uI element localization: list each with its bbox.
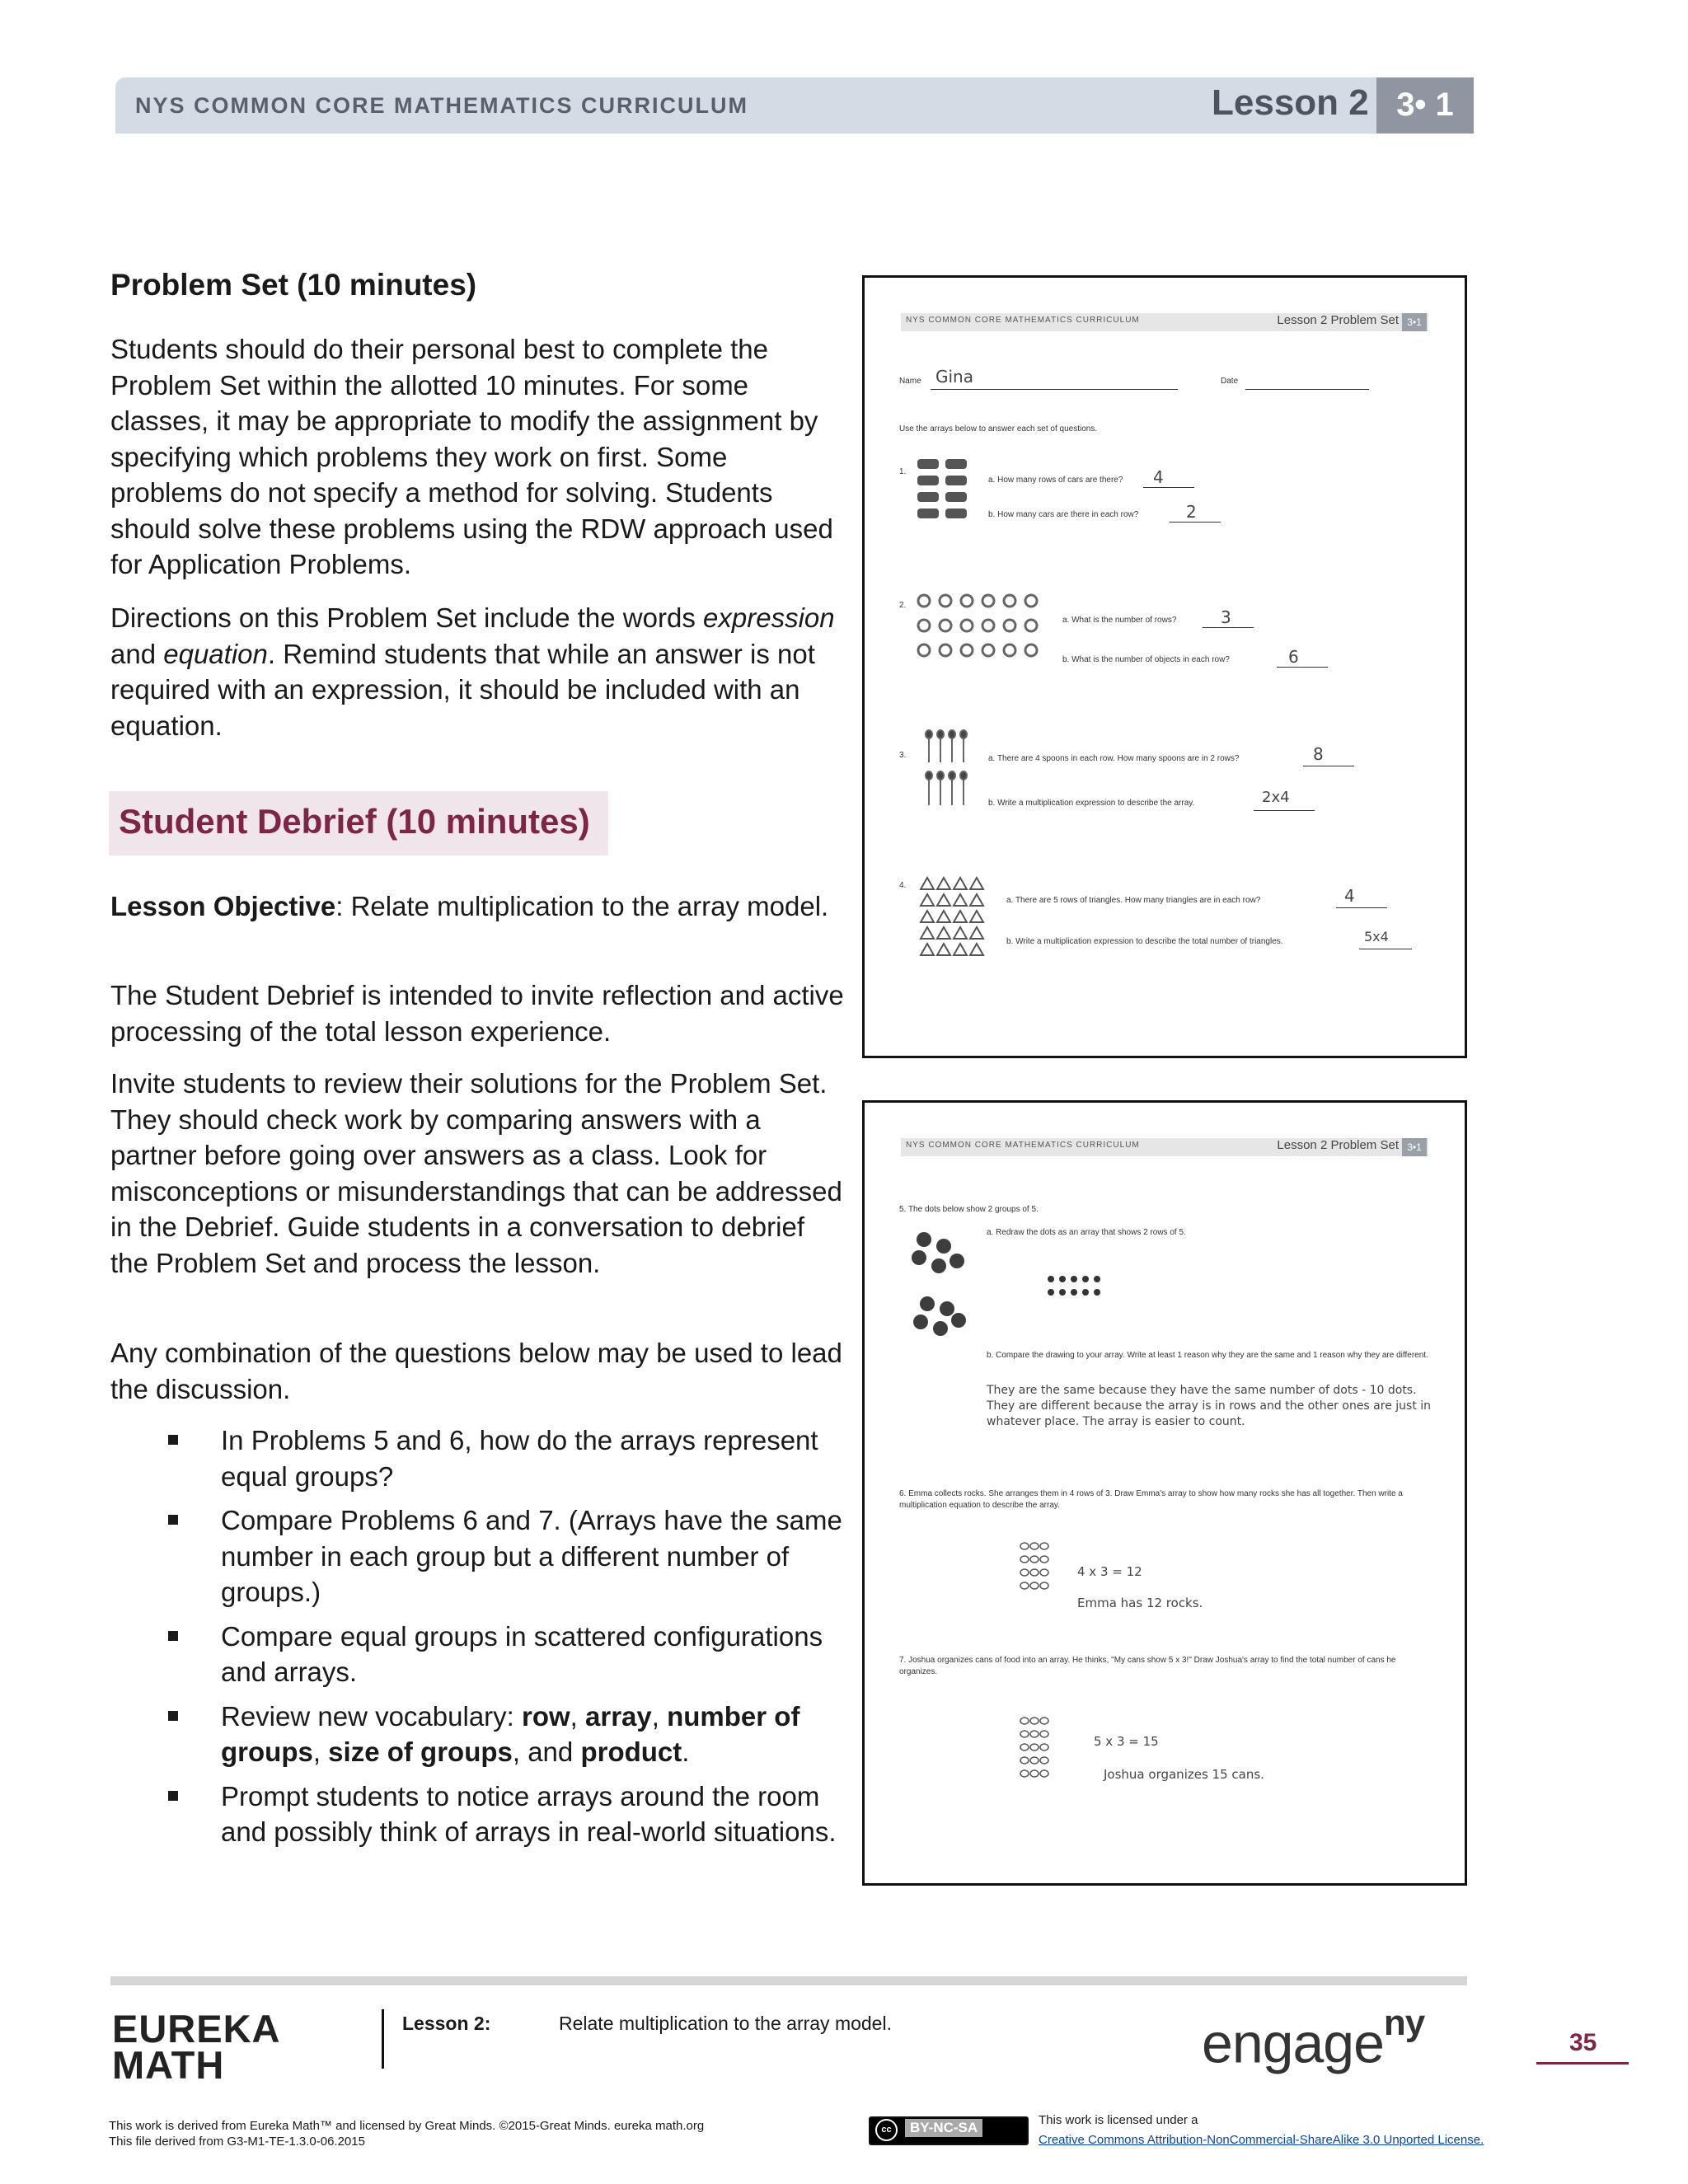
text-run: and bbox=[110, 638, 164, 669]
question-text: b. Write a multiplication expression to describe the array. bbox=[988, 799, 1195, 808]
student-answer: 3 bbox=[1221, 607, 1231, 627]
answer-line bbox=[1254, 810, 1315, 811]
answer-line bbox=[1203, 627, 1254, 628]
debrief-paragraph-1: The Student Debrief is intended to invite reflection and active processing of the total lesson experience. bbox=[110, 980, 844, 1047]
engageny-logo bbox=[1202, 2003, 1425, 2076]
spoons-array bbox=[922, 729, 980, 812]
eureka-math-logo bbox=[112, 2007, 281, 2087]
question-text: a. There are 4 spoons in each row. How many spoons are in 2 rows? bbox=[988, 754, 1240, 763]
worksheet-image-1 bbox=[862, 275, 1467, 1058]
student-answer: 8 bbox=[1313, 744, 1324, 764]
list-item bbox=[165, 1699, 849, 1770]
footer-rule bbox=[110, 1976, 1467, 1985]
student-answer: 2 bbox=[1186, 502, 1197, 522]
question-number: 3. bbox=[899, 751, 907, 760]
student-answer: 6 bbox=[1288, 647, 1299, 667]
directions: Use the arrays below to answer each set of questions. bbox=[899, 424, 1098, 434]
question-number: 2. bbox=[899, 601, 907, 610]
student-answer: 5x4 bbox=[1364, 929, 1389, 944]
list-item bbox=[165, 1502, 849, 1610]
problem-set-heading: Problem Set (10 minutes) bbox=[110, 268, 477, 302]
worksheet-title: Lesson 2 Problem Set bbox=[1277, 1138, 1399, 1152]
problem-set-paragraph: Students should do their personal best to complete the Problem Set within the allotted 10 minutes. For some classes, it may be appropriate to modify the assignment by specifying which problems they work on first. Some problems do not specify a method for solving. Students should solve these problems using the RDW approach used for Application Problems. bbox=[110, 334, 833, 579]
bullet-text: Compare Problems 6 and 7. (Arrays have the same number in each group but a different number of groups.) bbox=[221, 1505, 842, 1607]
term-equation: equation bbox=[163, 638, 268, 669]
text-run: , bbox=[651, 1700, 668, 1732]
student-equation: 4 x 3 = 12 bbox=[1077, 1564, 1142, 1579]
bullet-icon bbox=[168, 1791, 178, 1801]
name-line bbox=[931, 389, 1178, 390]
lesson-label: Lesson 2 bbox=[1212, 82, 1369, 123]
objective-label: Lesson Objective bbox=[110, 891, 336, 921]
rocks-array bbox=[1020, 1541, 1053, 1594]
question-text: 5. The dots below show 2 groups of 5. bbox=[899, 1205, 1039, 1214]
problem-set-directions-paragraph bbox=[110, 600, 844, 743]
student-equation: 5 x 3 = 15 bbox=[1094, 1734, 1159, 1749]
discussion-question-list bbox=[165, 1422, 849, 1858]
text-run: . bbox=[682, 1736, 690, 1767]
vocab-size-of-groups: size of groups bbox=[328, 1736, 513, 1767]
question-number: 1. bbox=[899, 467, 907, 476]
answer-line bbox=[1143, 487, 1194, 488]
vocab-row: row bbox=[522, 1700, 570, 1732]
question-text: a. There are 5 rows of triangles. How many triangles are in each row? bbox=[1006, 896, 1261, 905]
logo-text: engage bbox=[1202, 2012, 1384, 2075]
student-answer: 4 bbox=[1153, 467, 1164, 487]
objects-array bbox=[916, 593, 1048, 662]
text-run: , bbox=[570, 1700, 586, 1732]
student-name: Gina bbox=[935, 367, 973, 387]
question-text: b. How many cars are there in each row? bbox=[988, 510, 1139, 519]
answer-line bbox=[1336, 907, 1387, 908]
text-run: Review new vocabulary: bbox=[221, 1700, 522, 1732]
answer-line bbox=[1277, 667, 1328, 668]
worksheet-header: NYS COMMON CORE MATHEMATICS CURRICULUM bbox=[906, 1141, 1140, 1150]
objective-text: : Relate multiplication to the array model. bbox=[335, 891, 829, 921]
lesson-objective bbox=[110, 888, 844, 925]
text-run: , and bbox=[512, 1736, 581, 1767]
scattered-dot-groups bbox=[906, 1226, 972, 1350]
footer-divider bbox=[382, 2009, 384, 2069]
worksheet-header: NYS COMMON CORE MATHEMATICS CURRICULUM bbox=[906, 316, 1140, 325]
worksheet-badge: 3•1 bbox=[1402, 313, 1427, 331]
attribution-line: This work is derived from Eureka Math™ and licensed by Great Minds. ©2015-Great Minds. eureka math.org bbox=[109, 2119, 705, 2133]
debrief-paragraph-2: Invite students to review their solutions for the Problem Set. They should check work by comparing answers with a partner before going over answers as a class. Look for misconceptions or misunderstandings that can be addressed in the Debrief. Guide students in a conversation to debrief the Problem Set and process the lesson. bbox=[110, 1068, 842, 1278]
student-answer: 4 bbox=[1344, 886, 1355, 906]
bullet-text: In Problems 5 and 6, how do the arrays represent equal groups? bbox=[221, 1425, 818, 1492]
vocab-product: product bbox=[580, 1736, 682, 1767]
question-number: 4. bbox=[899, 881, 907, 890]
triangles-array bbox=[919, 876, 993, 958]
worksheet-badge: 3•1 bbox=[1402, 1138, 1427, 1156]
logo-superscript: ny bbox=[1383, 2003, 1425, 2043]
student-answer: Joshua organizes 15 cans. bbox=[1104, 1767, 1264, 1782]
term-expression: expression bbox=[703, 602, 835, 633]
source-file-line: This file derived from G3-M1-TE-1.3.0-06.2015 bbox=[109, 2135, 365, 2149]
question-text: a. How many rows of cars are there? bbox=[988, 476, 1123, 485]
question-text: a. Redraw the dots as an array that shows 2 rows of 5. bbox=[987, 1228, 1186, 1237]
worksheet-image-2 bbox=[862, 1100, 1467, 1886]
license-text: This work is licensed under a bbox=[1039, 2113, 1198, 2127]
logo-line: EUREKA bbox=[112, 2007, 281, 2050]
question-text: b. Write a multiplication expression to describe the total number of triangles. bbox=[1006, 937, 1283, 946]
text-run: . Remind students that while an answer is not required with an expression, it should be included with an equation. bbox=[110, 638, 815, 741]
student-answer: Emma has 12 rocks. bbox=[1077, 1596, 1203, 1610]
debrief-paragraph-3: Any combination of the questions below may be used to lead the discussion. bbox=[110, 1338, 842, 1404]
question-text: a. What is the number of rows? bbox=[1062, 616, 1177, 625]
question-text: 6. Emma collects rocks. She arranges them in 4 rows of 3. Draw Emma's array to show how many rocks she has all together. Then write a multiplication equation to describe the array. bbox=[899, 1489, 1403, 1510]
cars-array bbox=[916, 456, 973, 522]
date-label: Date bbox=[1221, 377, 1239, 386]
cans-array bbox=[1020, 1716, 1053, 1785]
name-label: Name bbox=[899, 377, 921, 386]
cc-icon: cc bbox=[875, 2119, 898, 2141]
footer-lesson: Lesson 2: bbox=[402, 2013, 491, 2034]
question-text: 7. Joshua organizes cans of food into an array. He thinks, "My cans show 5 x 3!" Draw Joshua's array to find the total number of cans he organizes. bbox=[899, 1656, 1396, 1676]
debrief-heading: Student Debrief (10 minutes) bbox=[119, 802, 590, 841]
page-number-rule bbox=[1536, 2062, 1629, 2064]
bullet-text: Compare equal groups in scattered configurations and arrays. bbox=[221, 1620, 823, 1687]
bullet-icon bbox=[168, 1515, 178, 1525]
page-number: 35 bbox=[1569, 2029, 1597, 2056]
question-text: b. Compare the drawing to your array. Write at least 1 reason why they are the same and 1 reason why they are different. bbox=[987, 1351, 1428, 1360]
module-badge: 3• 1 bbox=[1376, 77, 1474, 134]
answer-line bbox=[1170, 522, 1221, 523]
worksheet-title: Lesson 2 Problem Set bbox=[1277, 313, 1399, 327]
logo-line: MATH bbox=[112, 2043, 225, 2087]
cc-badge-label: BY-NC-SA bbox=[905, 2119, 982, 2137]
question-text: b. What is the number of objects in each row? bbox=[1062, 655, 1230, 664]
text-run: , bbox=[312, 1736, 329, 1767]
list-item bbox=[165, 1422, 849, 1494]
student-answer: 2x4 bbox=[1262, 789, 1290, 806]
curriculum-title: NYS COMMON CORE MATHEMATICS CURRICULUM bbox=[135, 93, 748, 118]
bullet-icon bbox=[168, 1435, 178, 1445]
bullet-text: Prompt students to notice arrays around the room and possibly think of arrays in real-world situations. bbox=[221, 1780, 837, 1847]
vocab-number-of-groups: number of groups bbox=[221, 1700, 800, 1767]
footer-objective: Relate multiplication to the array model. bbox=[559, 2013, 892, 2034]
student-dot-array bbox=[1046, 1274, 1112, 1299]
license-link[interactable]: Creative Commons Attribution-NonCommercial-ShareAlike 3.0 Unported License. bbox=[1039, 2133, 1484, 2147]
student-answer: They are the same because they have the same number of dots - 10 dots. They are different because the array is in rows and the other ones are just in whatever place. The array is easier to count. bbox=[987, 1384, 1432, 1428]
bullet-icon bbox=[168, 1631, 178, 1641]
date-line bbox=[1245, 389, 1369, 390]
text-run: Directions on this Problem Set include the words bbox=[110, 602, 704, 633]
bullet-icon bbox=[168, 1711, 178, 1721]
list-item bbox=[165, 1779, 849, 1850]
list-item bbox=[165, 1619, 849, 1690]
vocab-array: array bbox=[585, 1700, 652, 1732]
